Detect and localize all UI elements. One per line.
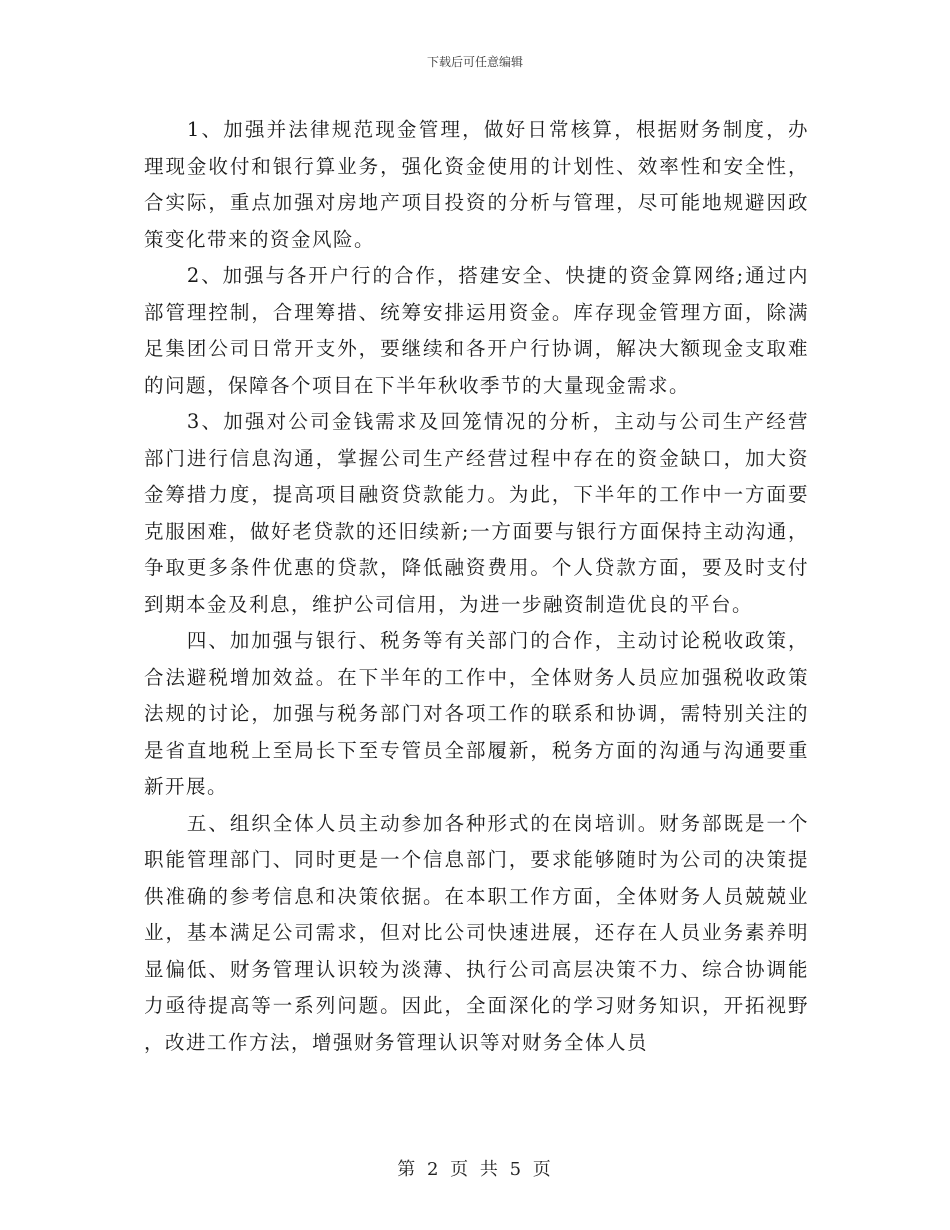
document-body xyxy=(144,112,809,1061)
page-header: 下载后可任意编辑 xyxy=(426,55,523,69)
paragraph-tax-cooperation: 四、加加强与银行、税务等有关部门的合作，主动讨论税收政策，合法避税增加效益。在下半年的工作中，全体财务人员应加强税收政策法规的讨论，加强与税务部门对各项工作的联系和协调，需特别关注的是省直地税上至局长下至专管员全部履新，税务方面的沟通与沟通要重新开展。 xyxy=(144,629,809,798)
paragraph-cash-management: 1、加强并法律规范现金管理，做好日常核算，根据财务制度，办理现金收付和银行算业务，强化资金使用的计划性、效率性和安全性，合实际，重点加强对房地产项目投资的分析与管理，尽可能地规避因政策变化带来的资金风险。 xyxy=(144,118,809,251)
paragraph-funding-analysis: 3、加强对公司金钱需求及回笼情况的分析，主动与公司生产经营部门进行信息沟通，掌握公司生产经营过程中存在的资金缺口，加大资金筹措力度，提高项目融资贷款能力。为此，下半年的工作中一方面要克服困难，做好老贷款的还旧续新;一方面要与银行方面保持主动沟通，争取更多条件优惠的贷款，降低融资费用。个人贷款方面，要及时支付到期本金及利息，维护公司信用，为进一步融资制造优良的平台。 xyxy=(144,410,809,616)
paragraph-staff-training: 五、组织全体人员主动参加各种形式的在岗培训。财务部既是一个职能管理部门、同时更是一个信息部门，要求能够随时为公司的决策提供准确的参考信息和决策依据。在本职工作方面，全体财务人员兢兢业业，基本满足公司需求，但对比公司快速进展，还存在人员业务素养明显偏低、财务管理认识较为淡薄、执行公司高层决策不力、综合协调能力亟待提高等一系列问题。因此，全面深化的学习财务知识，开拓视野，改进工作方法，增强财务管理认识等对财务全体人员 xyxy=(144,811,809,1054)
paragraph-bank-cooperation: 2、加强与各开户行的合作，搭建安全、快捷的资金算网络;通过内部管理控制，合理筹措、统筹安排运用资金。库存现金管理方面，除满足集团公司日常开支外，要继续和各开户行协调，解决大额现金支取难的问题，保障各个项目在下半年秋收季节的大量现金需求。 xyxy=(144,264,809,397)
page-number: 第 2 页 共 5 页 xyxy=(397,1159,553,1180)
